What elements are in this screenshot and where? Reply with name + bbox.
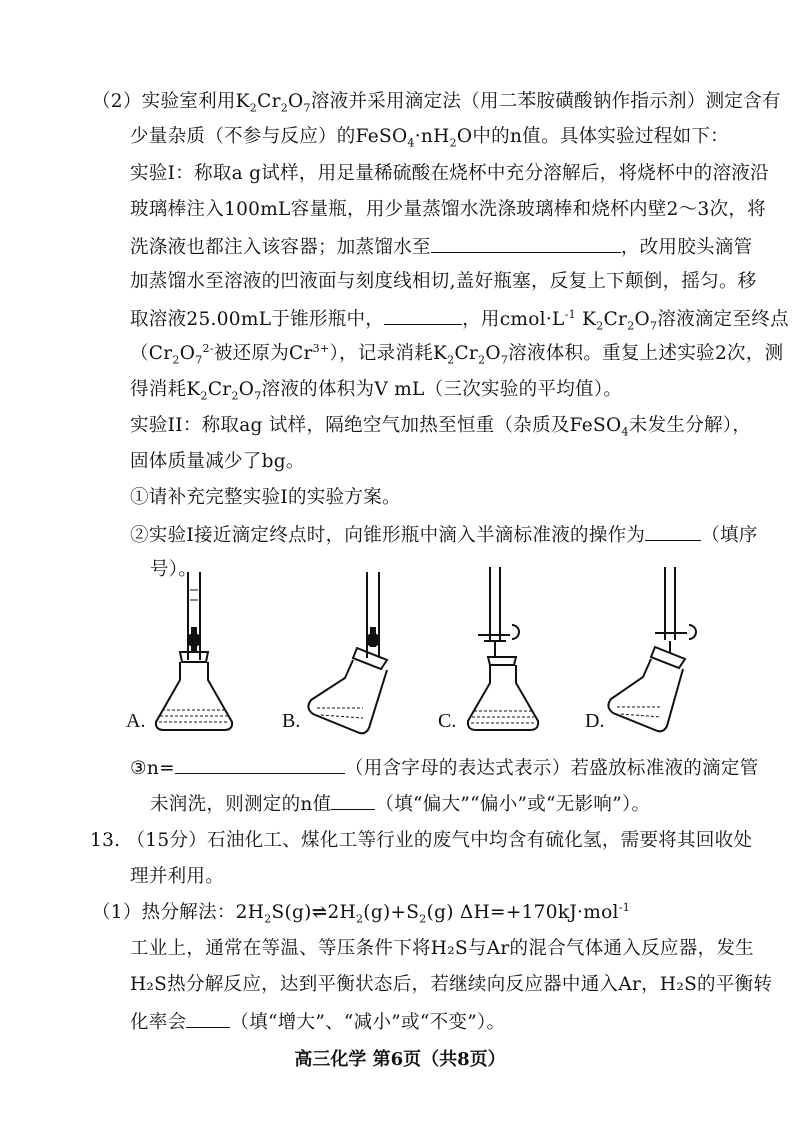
option-label-b: B.: [282, 710, 301, 732]
text-line: 少量杂质（不参与反应）的$FeSO_4\cdot nH_2O$中的n值。具体实验过程如下：: [130, 126, 729, 150]
text-line: H₂S热分解反应，达到平衡状态后，若继续向反应器中通入Ar，H₂S的平衡转: [130, 974, 773, 995]
text-line: 工业上，通常在等温、等压条件下将H₂S与Ar的混合气体通入反应器，发生: [130, 938, 754, 959]
answer-blank[interactable]: [431, 234, 621, 253]
titration-apparatus-c: [462, 565, 557, 735]
option-label-c: C.: [438, 710, 457, 732]
answer-blank[interactable]: [645, 522, 701, 541]
question-13-heading: 13. （15分）石油化工、煤化工等行业的废气中均含有硫化氢，需要将其回收处: [90, 830, 753, 851]
text-line: 理并利用。: [130, 866, 225, 887]
answer-blank[interactable]: [384, 306, 462, 325]
text-line: 得消耗$K_2Cr_2O_7$溶液的体积为V mL（三次实验的平均值）。: [130, 379, 623, 403]
reaction-equation: （1）热分解法：$2H_2S(g)\rightleftharpoons 2H_2(g)+S_2(g)$ ΔH=+170kJ·mol$^{-1}$: [92, 900, 631, 926]
text-line: 取溶液25.00mL于锥形瓶中， ，用$cmol\cdot L^{-1}$ $K_2Cr_2O_7$溶液滴定至终点: [130, 307, 789, 333]
text-line: 未润洗，则测定的n值 （填“偏大”“偏小”或“无影响”）。: [150, 791, 650, 817]
titration-apparatus-b: [305, 570, 415, 735]
text-line: 洗涤液也都注入该容器；加蒸馏水至 ，改用胶头滴管: [130, 234, 752, 260]
text-line: 加蒸馏水至溶液的凹液面与刻度线相切,盖好瓶塞，反复上下颠倒，摇匀。移: [130, 271, 757, 292]
text-line: 玻璃棒注入100mL容量瓶，用少量蒸馏水洗涤玻璃棒和烧杯内壁2～3次，将: [130, 199, 766, 220]
answer-blank[interactable]: [175, 755, 345, 774]
text-line: ③n= （用含字母的表达式表示）若盛放标准液的滴定管: [130, 755, 759, 781]
answer-blank[interactable]: [186, 1009, 230, 1028]
text-line: ②实验I接近滴定终点时，向锥形瓶中滴入半滴标准液的操作为 （填序: [130, 522, 758, 548]
text-line: 实验I：称取a g试样，用足量稀硫酸在烧杯中充分溶解后，将烧杯中的溶液沿: [130, 163, 769, 184]
page-footer: 高三化学 第6页（共8页）: [294, 1049, 506, 1070]
option-label-d: D.: [585, 710, 605, 732]
text-line: （2）实验室利用$K_2Cr_2O_7$溶液并采用滴定法（用二苯胺磺酸钠作指示剂）测定含有: [92, 91, 781, 115]
titration-apparatus-a: [150, 570, 240, 735]
text-line: ①请补充完整实验I的实验方案。: [130, 487, 401, 508]
equilibrium-arrow-icon: ⇌: [311, 902, 328, 923]
text-line: 实验II：称取ag 试样，隔绝空气加热至恒重（杂质及FeSO$_4$未发生分解），: [130, 415, 752, 439]
text-line: 固体质量减少了bg。: [130, 451, 305, 472]
answer-blank[interactable]: [331, 791, 375, 810]
titration-apparatus-d: [605, 565, 715, 735]
text-line: （$Cr_2O_7^{2-}$被还原为$Cr^{3+}$），记录消耗$K_2Cr_2O_7$溶液体积。重复上述实验2次，测: [130, 341, 784, 367]
text-line: 化率会 （填“增大”、“减小”或“不变”）。: [130, 1009, 505, 1035]
option-label-a: A.: [126, 710, 146, 732]
text-line: 号）。: [150, 559, 198, 580]
